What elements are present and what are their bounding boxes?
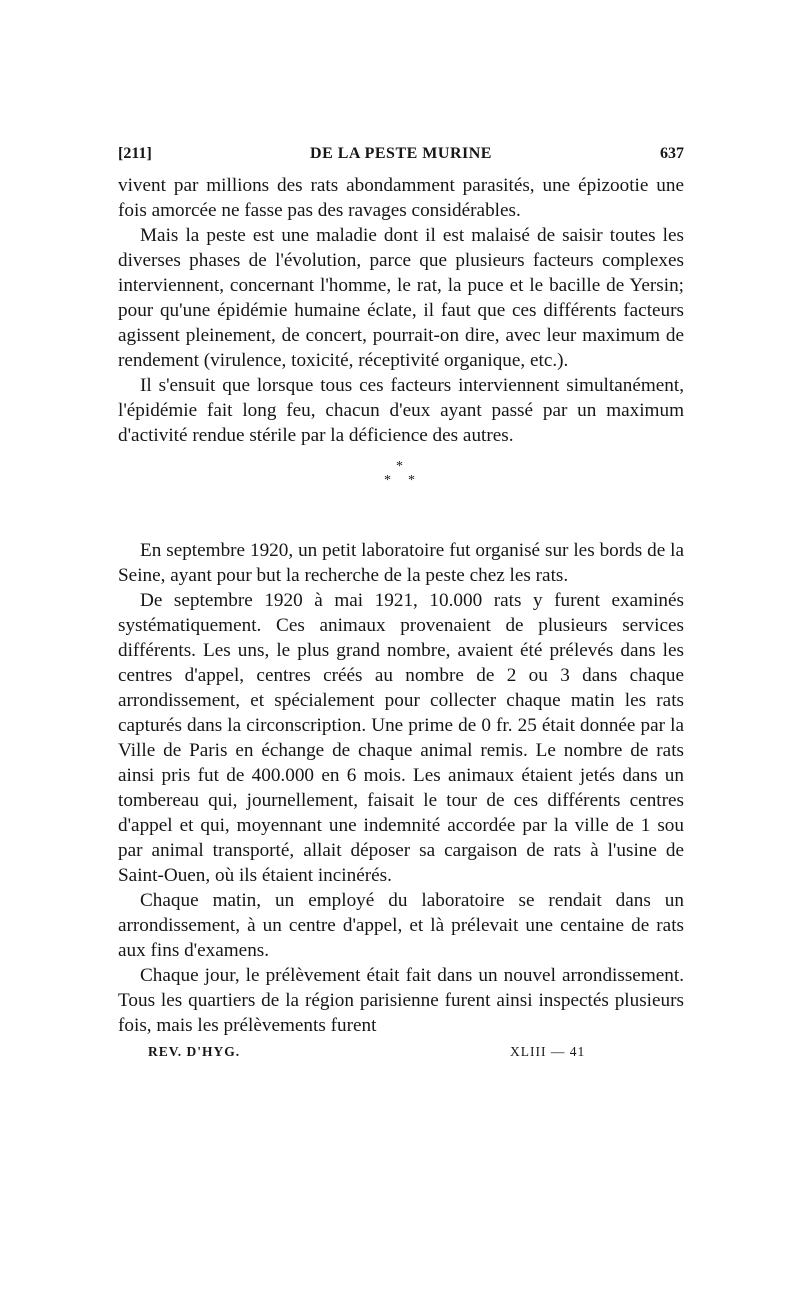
asterisk-top: * [396, 459, 403, 474]
paragraph-rats-examined: De septembre 1920 à mai 1921, 10.000 rats y furent examinés systématiquement. Ces animaux provenaient de plusieurs services différents. Les uns, le plus grand nombre, avaient été prélevés dans les centres d'appel, centres créés au nombre de 2 ou 3 dans chaque arrondissement, et spécialement pour collecter chaque matin les rats capturés dans la circonscription. Une prime de 0 fr. 25 était donnée par la Ville de Paris en échange de chaque animal remis. Le nombre de rats ainsi pris fut de 400.000 en 6 mois. Les animaux étaient jetés dans un tombereau qui, journellement, faisait le tour de ces différents centres d'appel et qui, moyennant une indemnité accordée par la ville de 1 sou par animal transporté, allait déposer sa cargaison de rats à l'usine de Saint-Ouen, où ils étaient incinérés. [118, 590, 684, 886]
running-title: DE LA PESTE MURINE [310, 145, 492, 162]
journal-signature: REV. D'HYG. [148, 1044, 241, 1059]
section-reference: [211] [118, 145, 152, 162]
paragraph-arrondissements: Chaque jour, le prélèvement était fait dans un nouvel arrondissement. Tous les quartiers de la région parisienne furent ainsi inspectés plusieurs fois, mais les prélèvements furent [118, 965, 684, 1036]
paragraph-simultaneous-factors: Il s'ensuit que lorsque tous ces facteurs interviennent simultanément, l'épidémie fait long feu, chacun d'eux ayant passé par un maximum d'activité rendue stérile par la déficience des autres. [118, 375, 684, 446]
page [118, 145, 684, 1068]
page-footer [118, 1044, 684, 1068]
asterisk-right: * [408, 473, 415, 488]
paragraph-daily-collection: Chaque matin, un employé du laboratoire se rendait dans un arrondissement, à un centre d'appel, et là prélevait une centaine de rats aux fins d'examens. [118, 890, 684, 961]
paragraph-plague-phases: Mais la peste est une maladie dont il est malaisé de saisir toutes les diverses phases de l'évolution, parce que plusieurs facteurs complexes interviennent, concernant l'homme, le rat, la puce et le bacille de Yersin; pour qu'une épidémie humaine éclate, il faut que ces différents facteurs agissent pleinement, de concert, pourrait-on dire, avec leur maximum de rendement (virulence, toxicité, réceptivité organique, etc.). [118, 225, 684, 371]
page-number: 637 [660, 145, 684, 162]
paragraph-continuation: vivent par millions des rats abondamment parasités, une épizootie une fois amorcée ne fasse pas des ravages considérables. [118, 175, 684, 221]
paragraph-laboratory: En septembre 1920, un petit laboratoire fut organisé sur les bords de la Seine, ayant pour but la recherche de la peste chez les rats. [118, 540, 684, 586]
volume-signature: XLIII — 41 [510, 1044, 586, 1059]
asterisk-left: * [384, 473, 391, 488]
section-break-asterism [118, 460, 684, 510]
running-head [118, 145, 684, 173]
